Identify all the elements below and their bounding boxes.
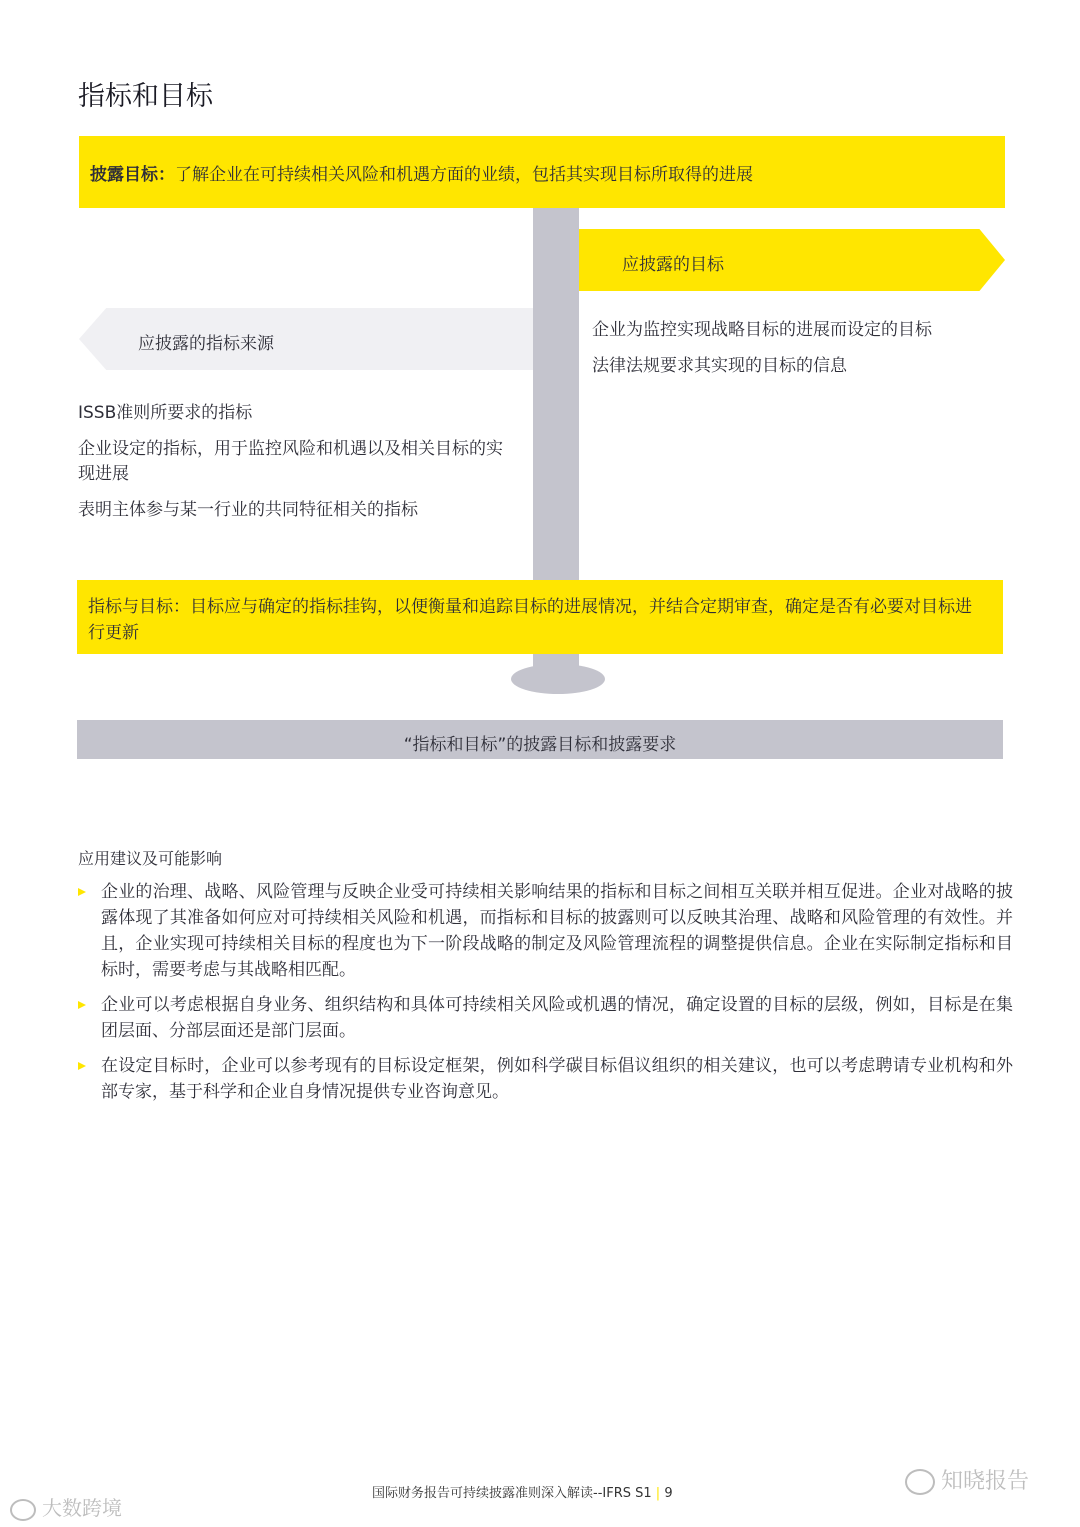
page-number: 9 <box>664 1486 673 1501</box>
relationship-text: 指标与目标：目标应与确定的指标挂钩，以便衡量和追踪目标的进展情况，并结合定期审查，确定是否有必要对目标进行更新 <box>88 597 972 643</box>
metric-item: 表明主体参与某一行业的共同特征相关的指标 <box>78 500 418 520</box>
targets-arrow-label: 应披露的目标 <box>622 255 724 275</box>
recommendation-text: 企业可以考虑根据自身业务、组织结构和具体可持续相关风险或机遇的情况，确定设置的目标的层级，例如，目标是在集团层面、分部层面还是部门层面。 <box>101 995 1013 1041</box>
signpost-base <box>511 664 605 694</box>
footer-separator: | <box>655 1486 661 1501</box>
target-item: 法律法规要求其实现的目标的信息 <box>592 356 847 376</box>
disclosure-objective-label: 披露目标： <box>90 165 175 185</box>
bullet-triangle-icon <box>78 1062 86 1070</box>
section-title: 应用建议及可能影响 <box>78 849 223 868</box>
metric-item: 企业设定的指标，用于监控风险和机遇以及相关目标的实现进展 <box>78 439 503 484</box>
page-footer <box>372 1482 673 1501</box>
wechat-icon <box>905 1469 935 1495</box>
metric-item: ISSB准则所要求的指标 <box>78 403 253 423</box>
disclosure-objective-body: 了解企业在可持续相关风险和机遇方面的业绩，包括其实现目标所取得的进展 <box>175 165 753 185</box>
page-title: 指标和目标 <box>78 81 213 112</box>
recommendation-text: 企业的治理、战略、风险管理与反映企业受可持续相关影响结果的指标和目标之间相互关联并相互促进。企业对战略的披露体现了其准备如何应对可持续相关风险和机遇，而指标和目标的披露则可以反映其治理、战略和风险管理的有效性。并且，企业实现可持续相关目标的程度也为下一阶段战略的制定及风险管理流程的调整提供信息。企业在实际制定指标和目标时，需要考虑与其战略相匹配。 <box>101 882 1013 980</box>
recommendation-text: 在设定目标时，企业可以参考现有的目标设定框架，例如科学碳目标倡议组织的相关建议，也可以考虑聘请专业机构和外部专家，基于科学和企业自身情况提供专业咨询意见。 <box>101 1056 1013 1102</box>
recommendation-item <box>78 879 1013 983</box>
watermark-left <box>10 1492 122 1521</box>
diagram-caption: “指标和目标”的披露目标和披露要求 <box>403 735 677 755</box>
bullet-triangle-icon <box>78 888 86 896</box>
watermark-right <box>905 1464 1029 1495</box>
watermark-left-text: 大数跨境 <box>42 1496 122 1520</box>
footer-title: 国际财务报告可持续披露准则深入解读--IFRS S1 <box>372 1486 652 1501</box>
bullet-triangle-icon <box>78 1001 86 1009</box>
recommendation-item <box>78 992 1013 1044</box>
target-item: 企业为监控实现战略目标的进展而设定的目标 <box>592 320 932 340</box>
metrics-arrow-label: 应披露的指标来源 <box>138 334 274 354</box>
logo-icon <box>10 1499 36 1521</box>
watermark-right-text: 知晓报告 <box>941 1469 1030 1494</box>
recommendation-item <box>78 1053 1013 1105</box>
disclosure-objective-text <box>90 160 753 185</box>
